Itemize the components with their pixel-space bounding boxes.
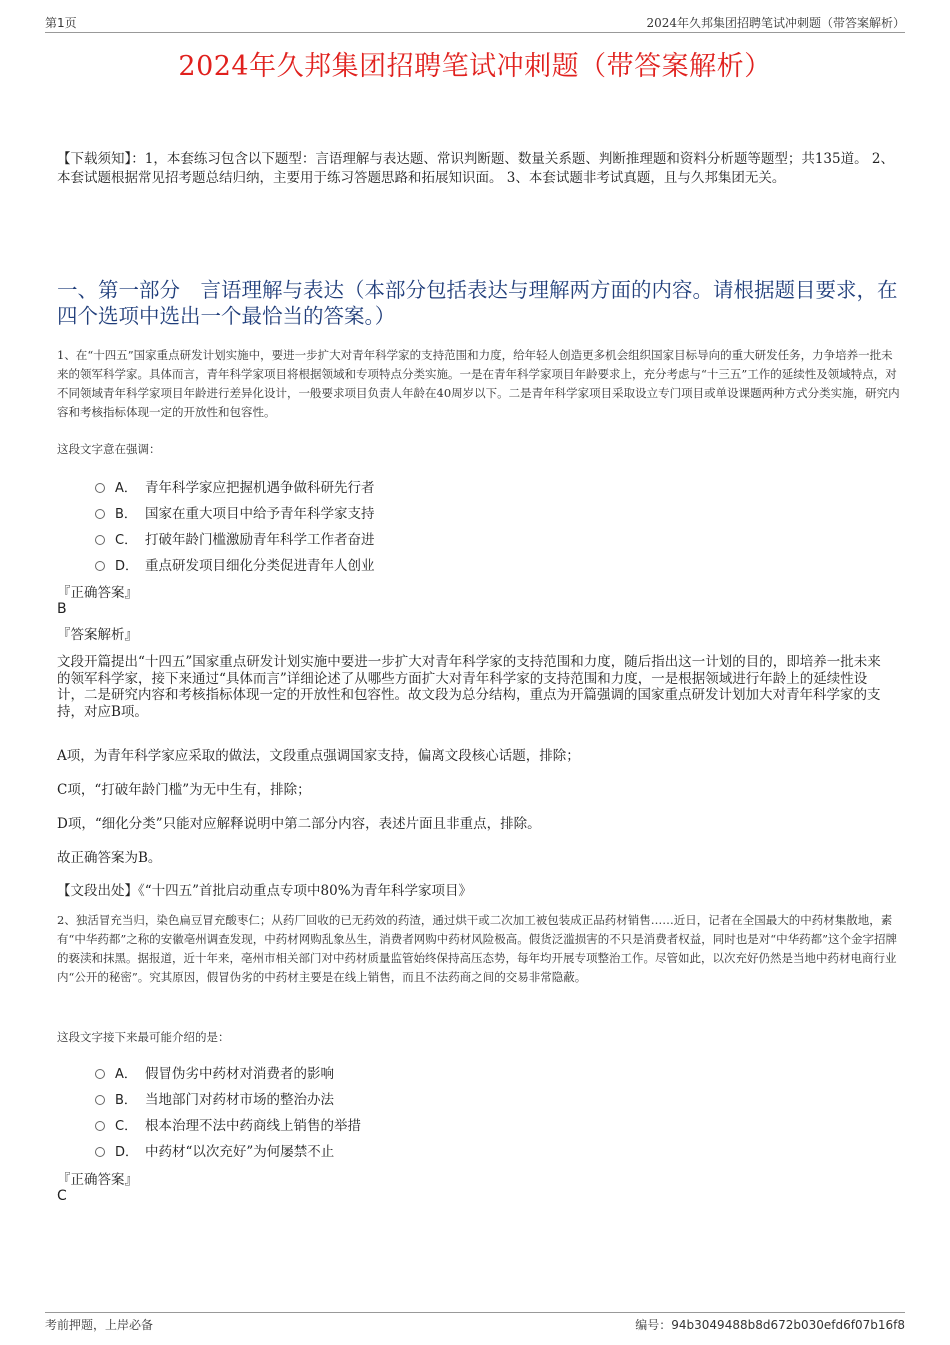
question-1-analysis-label: 『答案解析』 bbox=[57, 627, 138, 643]
page-header bbox=[45, 10, 905, 33]
radio-icon[interactable] bbox=[95, 1121, 105, 1131]
question-2-option-d[interactable]: D． 中药材“以次充好”为何屡禁不止 bbox=[95, 1137, 795, 1163]
question-1-option-a[interactable]: A． 青年科学家应把握机遇争做科研先行者 bbox=[95, 473, 795, 499]
document-title: 2024年久邦集团招聘笔试冲刺题（带答案解析） bbox=[178, 51, 772, 82]
footer-code-value: 94b3049488b8d672b030efd6f07b16f8 bbox=[671, 1318, 905, 1332]
question-2-option-b[interactable]: B． 当地部门对药材市场的整治办法 bbox=[95, 1085, 795, 1111]
radio-icon[interactable] bbox=[95, 561, 105, 571]
footer-code-label: 编号： bbox=[635, 1318, 672, 1332]
question-1-analysis-c: C项，“打破年龄门槛”为无中生有，排除； bbox=[57, 782, 311, 798]
footer-code bbox=[635, 1316, 905, 1333]
question-1-text: 1、在“十四五”国家重点研发计划实施中，要进一步扩大对青年科学家的支持范围和力度，给年轻人创造更多机会组织国家目标导向的重大研发任务，力争培养一批未来的领军科学家。具体而言，青年科学家项目将根据领域和专项特点分类实施。一是在青年科学家项目年龄要求上，充分考虑与“十三五”工作的延续性及领域特点，对不同领域青年科学家项目年龄进行差异化设计，一般要求项目负责人年龄在40周岁以下。二是青年科学家项目采取设立专门项目或单设课题两种方式分类实施，研究内容和考核指标体现一定的开放性和包容性。 bbox=[57, 348, 900, 419]
radio-icon[interactable] bbox=[95, 535, 105, 545]
question-2-answer-label: 『正确答案』 bbox=[57, 1172, 138, 1188]
question-1-option-c[interactable]: C． 打破年龄门槛激励青年科学工作者奋进 bbox=[95, 525, 795, 551]
question-1-answer: B bbox=[57, 601, 67, 617]
radio-icon[interactable] bbox=[95, 1095, 105, 1105]
radio-icon[interactable] bbox=[95, 483, 105, 493]
question-2-options bbox=[95, 1059, 795, 1163]
question-2-text: 2、独活冒充当归，染色扁豆冒充酸枣仁；从药厂回收的已无药效的药渣，通过烘干或二次加工被包装成正品药材销售……近日，记者在全国最大的中药材集散地，素有“中华药都”之称的安徽亳州调查发现，中药材网购乱象丛生，消费者网购中药材风险极高。假货泛滥损害的不只是消费者权益，同时也是对“中华药都”这个金字招牌的亵渎和抹黑。据报道，近十年来，亳州市相关部门对中药材质量监管始终保持高压态势，每年均开展专项整治工作。尽管如此，以次充好仍然是当地中药材电商行业内“公开的秘密”。究其原因，假冒伪劣的中药材主要是在线上销售，而且不法药商之间的交易非常隐蔽。 bbox=[57, 913, 898, 984]
question-1-prompt: 这段文字意在强调： bbox=[57, 442, 161, 456]
page-footer bbox=[45, 1312, 905, 1343]
radio-icon[interactable] bbox=[95, 1147, 105, 1157]
question-1-source: 【文段出处】《“十四五”首批启动重点专项中80%为青年科学家项目》 bbox=[57, 883, 473, 899]
header-doc-name: 2024年久邦集团招聘笔试冲刺题（带答案解析） bbox=[646, 16, 905, 30]
question-2-option-c[interactable]: C． 根本治理不法中药商线上销售的举措 bbox=[95, 1111, 795, 1137]
question-2-answer: C bbox=[57, 1188, 67, 1204]
radio-icon[interactable] bbox=[95, 509, 105, 519]
question-2-prompt: 这段文字接下来最可能介绍的是： bbox=[57, 1030, 230, 1044]
page-number: 第1页 bbox=[45, 16, 77, 30]
question-1-option-b[interactable]: B． 国家在重大项目中给予青年科学家支持 bbox=[95, 499, 795, 525]
question-1-analysis-d: D项，“细化分类”只能对应解释说明中第二部分内容，表述片面且非重点，排除。 bbox=[57, 816, 541, 832]
question-2-option-a[interactable]: A． 假冒伪劣中药材对消费者的影响 bbox=[95, 1059, 795, 1085]
radio-icon[interactable] bbox=[95, 1069, 105, 1079]
download-notice: 【下载须知】：1，本套练习包含以下题型：言语理解与表达题、常识判断题、数量关系题、判断推理题和资料分析题等题型；共135道。 2、本套试题根据常见招考题总结归纳，主要用于练习答题思路和拓展知识面。 3、本套试题非考试真题，且与久邦集团无关。 bbox=[57, 151, 894, 186]
question-1-option-d[interactable]: D． 重点研发项目细化分类促进青年人创业 bbox=[95, 551, 795, 577]
question-1-answer-label: 『正确答案』 bbox=[57, 585, 138, 601]
section-title: 一、第一部分 言语理解与表达（本部分包括表达与理解两方面的内容。请根据题目要求，在四个选项中选出一个最恰当的答案。） bbox=[57, 278, 898, 328]
question-1-options bbox=[95, 473, 795, 577]
question-1-analysis: 文段开篇提出“十四五”国家重点研发计划实施中要进一步扩大对青年科学家的支持范围和力度，随后指出这一计划的目的，即培养一批未来的领军科学家，接下来通过“具体而言”详细论述了从哪些方面扩大对青年科学家的支持范围和力度，一是根据领域进行年龄上的延续性设计，二是研究内容和考核指标体现一定的开放性和包容性。故文段为总分结构，重点为开篇强调的国家重点研发计划加大对青年科学家的支持，对应B项。 bbox=[57, 654, 881, 720]
question-1-analysis-a: A项，为青年科学家应采取的做法，文段重点强调国家支持，偏离文段核心话题，排除； bbox=[57, 748, 580, 764]
footer-slogan: 考前押题，上岸必备 bbox=[45, 1318, 154, 1332]
question-1-conclusion: 故正确答案为B。 bbox=[57, 850, 162, 866]
